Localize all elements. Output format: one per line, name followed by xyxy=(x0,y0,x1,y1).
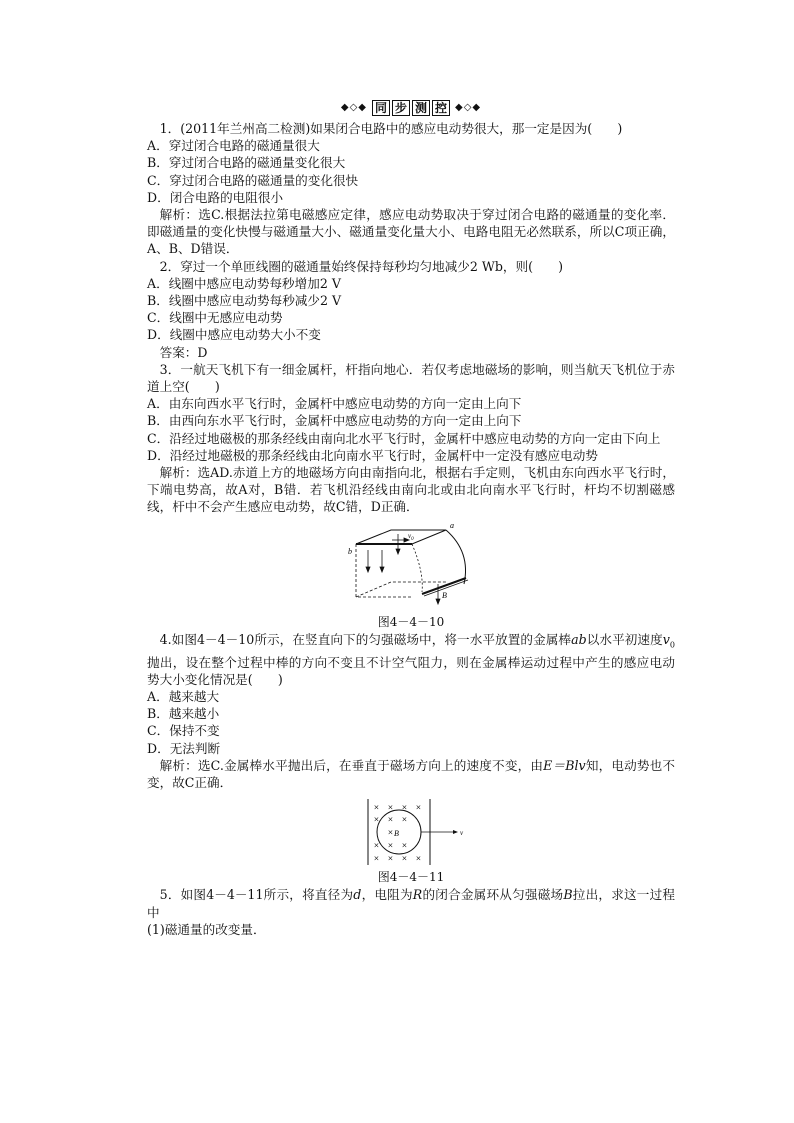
field-cross: × xyxy=(401,841,408,850)
question-4-option-c: C．保持不变 xyxy=(147,723,220,739)
question-3-option-c: C．沿经过地磁极的那条经线由南向北水平飞行时，金属杆中感应电动势的方向一定由下向上 xyxy=(147,430,661,446)
field-cross: × xyxy=(401,803,408,812)
question-3-stem: 3．一航天飞机下有一细金属杆，杆指向地心．若仅考虑地磁场的影响，则当航天飞机位于赤道上空( ) xyxy=(147,361,675,395)
question-5-stem: 5．如图4－4－11所示，将直径为d，电阻为R的闭合金属环从匀强磁场B拉出，求这一过程中 xyxy=(147,887,676,920)
label-B: B xyxy=(394,829,399,839)
question-2-stem: 2．穿过一个单匝线圈的磁通量始终保持每秒均匀地减少2 Wb，则( ) xyxy=(159,258,564,274)
header-right-ornament: ◆◇◆ xyxy=(455,102,482,114)
question-2-option-a: A．线圈中感应电动势每秒增加2 V xyxy=(147,275,341,291)
question-2-option-b: B．线圈中感应电动势每秒减少2 V xyxy=(147,293,342,309)
field-cross: × xyxy=(387,815,394,824)
field-cross: × xyxy=(373,815,380,824)
falling-rod-diagram xyxy=(346,522,476,612)
question-2-option-d: D．线圈中感应电动势大小不变 xyxy=(147,327,321,343)
figure-4-4-11-caption: 图4－4－11 xyxy=(377,870,445,885)
field-cross: × xyxy=(415,854,422,863)
field-cross: × xyxy=(373,854,380,863)
question-4-option-a: A．越来越大 xyxy=(147,689,220,704)
title-char: 控 xyxy=(432,100,450,116)
field-cross: × xyxy=(401,815,408,824)
field-cross: × xyxy=(387,828,394,837)
label-b: b xyxy=(348,546,352,556)
field-cross: × xyxy=(373,803,380,812)
header-left-ornament: ◆◇◆ xyxy=(340,102,367,114)
ring-in-field-diagram xyxy=(346,797,476,867)
field-cross: × xyxy=(387,854,394,863)
section-header xyxy=(147,98,675,118)
question-1-option-c: C．穿过闭合电路的磁通量的变化很快 xyxy=(147,172,359,188)
question-3-option-d: D．沿经过地磁极的那条经线由北向南水平飞行时，金属杆中一定没有感应电动势 xyxy=(147,447,598,463)
figure-4-4-10-caption: 图4－4－10 xyxy=(377,614,445,629)
title-char: 步 xyxy=(392,100,410,116)
label-a: a xyxy=(450,521,454,530)
label-v0: $v_0$ xyxy=(408,531,414,542)
field-cross: × xyxy=(387,841,394,850)
question-3-analysis: 解析：选AD.赤道上方的地磁场方向由南指向北，根据右手定则，飞机由东向西水平飞行时，下端电势高，故A对，B错．若飞机沿经线由南向北或由北向南水平飞行时，杆均不切割磁感线，杆中不会产生感应电动势，故C错，D正确． xyxy=(147,465,675,515)
field-cross: × xyxy=(415,803,422,812)
field-cross: × xyxy=(401,854,408,863)
question-1-option-b: B．穿过闭合电路的磁通量变化很大 xyxy=(147,155,346,171)
label-v: v xyxy=(460,829,464,838)
question-4-option-d: D．无法判断 xyxy=(147,740,221,756)
question-4-stem: 4.如图4－4－10所示，在竖直向下的匀强磁场中，将一水平放置的金属棒ab以水平初速度$v_0$抛出，设在整个过程中棒的方向不变且不计空气阻力，则在金属棒运动过程中产生的感应电动势大小变化情况是( ) xyxy=(147,631,675,687)
question-1-option-a: A．穿过闭合电路的磁通量很大 xyxy=(147,138,320,154)
question-1-stem: 1．(2011年兰州高二检测)如果闭合电路中的感应电动势很大，那一定是因为( ) xyxy=(159,121,623,136)
question-2-answer: 答案：D xyxy=(159,344,208,360)
question-5-subquestion-1: (1)磁通量的改变量． xyxy=(147,921,266,937)
field-cross: × xyxy=(387,803,394,812)
figure-4-4-11 xyxy=(147,797,675,886)
label-B: B xyxy=(442,590,447,600)
question-1-analysis: 解析：选C.根据法拉第电磁感应定律，感应电动势取决于穿过闭合电路的磁通量的变化率．即磁通量的变化快慢与磁通量大小、磁通量变化量大小、电路电阻无必然联系，所以C项正确，A、B、D错误． xyxy=(147,207,675,257)
question-2-option-c: C．线圈中无感应电动势 xyxy=(147,310,283,326)
worksheet-page xyxy=(147,98,675,938)
field-cross: × xyxy=(373,841,380,850)
title-char: 同 xyxy=(372,100,390,116)
question-3-option-a: A．由东向西水平飞行时，金属杆中感应电动势的方向一定由上向下 xyxy=(147,396,522,412)
question-4-option-b: B．越来越小 xyxy=(147,706,220,722)
title-char: 测 xyxy=(412,100,430,116)
section-title xyxy=(371,100,451,116)
question-4-analysis: 解析：选C.金属棒水平抛出后，在垂直于磁场方向上的速度不变，由E＝Blv知，电动势也不变，故C正确． xyxy=(147,757,676,791)
question-3-option-b: B．由西向东水平飞行时，金属杆中感应电动势的方向一定由上向下 xyxy=(147,413,522,429)
figure-4-4-10 xyxy=(147,522,675,631)
question-1-option-d: D．闭合电路的电阻很小 xyxy=(147,189,284,205)
